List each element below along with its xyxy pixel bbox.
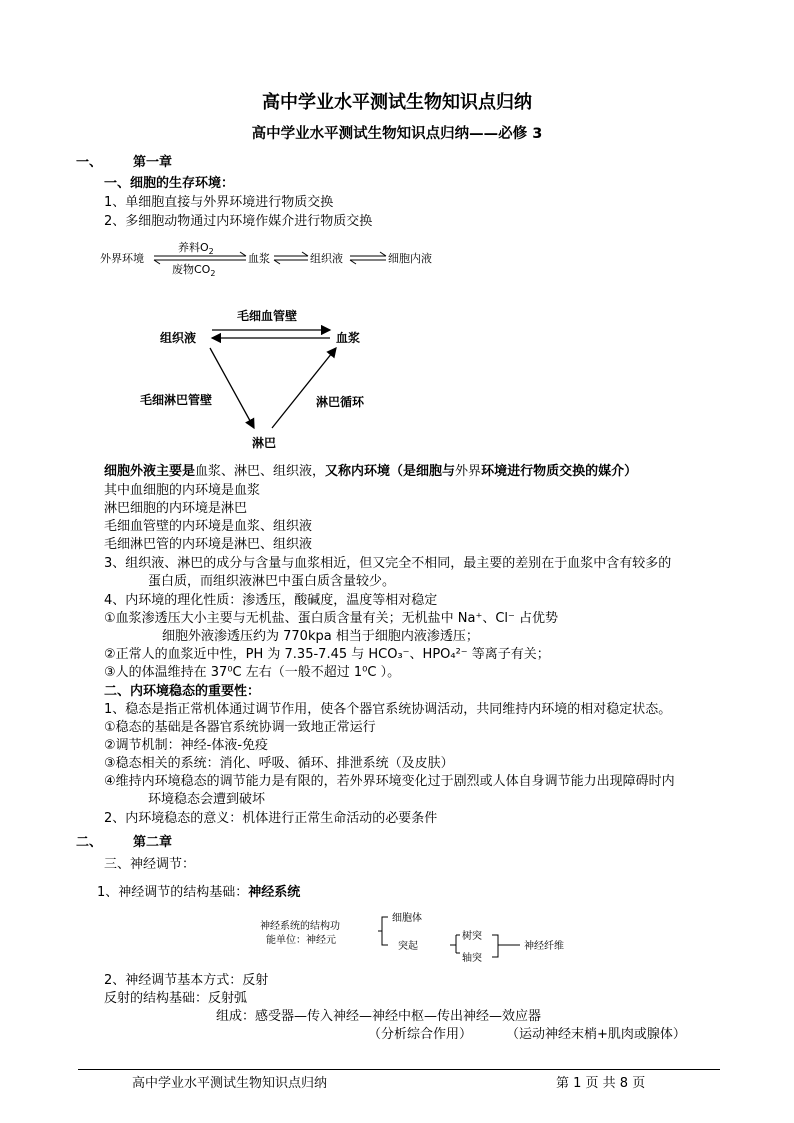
text-line: （分析综合作用） bbox=[368, 1027, 473, 1042]
dendrite-label: 树突 bbox=[462, 931, 482, 942]
section-1-heading: 一、细胞的生存环境： bbox=[104, 176, 235, 191]
text-line: ④维持内环境稳态的调节能力是有限的，若外界环境变化过于剧烈或人体自身调节能力出现障碍时内 bbox=[104, 774, 675, 789]
text-line: ①血浆渗透压大小主要与无机盐、蛋白质含量有关；无机盐中 Na⁺、Cl⁻ 占优势 bbox=[104, 611, 559, 626]
chapter-2-title: 第二章 bbox=[133, 835, 173, 850]
nutrient-label: 养料$O_2$ bbox=[178, 241, 214, 256]
text-line: 细胞外液渗透压约为 770kpa 相当于细胞内液渗透压； bbox=[162, 629, 479, 644]
text-line: 2、多细胞动物通过内环境作媒介进行物质交换 bbox=[104, 214, 373, 229]
section-2-heading: 二、内环境稳态的重要性： bbox=[104, 684, 261, 699]
text-line: 毛细血管壁的内环境是血浆、组织液 bbox=[104, 519, 313, 534]
fluid-triangle-diagram bbox=[130, 302, 390, 454]
neuron-label: 能单位：神经元 bbox=[266, 935, 336, 946]
nerve-fiber-label: 神经纤维 bbox=[524, 941, 564, 952]
tissue-fluid-label: 组织液 bbox=[310, 252, 343, 265]
text-line: 淋巴细胞的内环境是淋巴 bbox=[104, 501, 248, 516]
section-3-heading: 三、神经调节： bbox=[104, 857, 196, 872]
document-subtitle: 高中学业水平测试生物知识点归纳——必修 3 bbox=[251, 126, 543, 142]
chapter-1-number: 一、 bbox=[76, 155, 103, 170]
text-line: 毛细淋巴管的内环境是淋巴、组织液 bbox=[104, 537, 313, 552]
exchange-chain-diagram bbox=[96, 236, 456, 282]
text-line: 环境稳态会遭到破坏 bbox=[148, 792, 266, 807]
axon-label: 轴突 bbox=[462, 953, 482, 964]
neuron-structure-diagram bbox=[256, 905, 586, 965]
tissue-node: 组织液 bbox=[160, 331, 197, 345]
text-line: ②调节机制：神经-体液-免疫 bbox=[104, 738, 269, 753]
text-line: 1、单细胞直接与外界环境进行物质交换 bbox=[104, 195, 334, 210]
lymph-circulation-label: 淋巴循环 bbox=[316, 395, 365, 409]
waste-label: 废物$CO_2$ bbox=[172, 263, 216, 278]
cell-body-label: 细胞体 bbox=[392, 913, 422, 924]
text-line: 其中血细胞的内环境是血浆 bbox=[104, 483, 261, 498]
text-line: ③稳态相关的系统：消化、呼吸、循环、排泄系统（及皮肤） bbox=[104, 756, 454, 771]
text-line: 1、神经调节的结构基础：神经系统 bbox=[97, 885, 301, 900]
footer-title: 高中学业水平测试生物知识点归纳 bbox=[132, 1076, 328, 1091]
inner-env-definition: 细胞外液主要是血浆、淋巴、组织液，又称内环境（是细胞与外界环境进行物质交换的媒介） bbox=[104, 464, 638, 479]
plasma-node: 血浆 bbox=[336, 331, 361, 345]
text-line: 3、组织液、淋巴的成分与含量与血浆相近，但又完全不相同，最主要的差别在于血浆中含有较多的 bbox=[104, 556, 672, 571]
text-line: 4、内环境的理化性质：渗透压，酸碱度，温度等相对稳定 bbox=[104, 593, 438, 608]
footer-divider bbox=[78, 1069, 720, 1070]
text-line: 组成：感受器—传入神经—神经中枢—传出神经—效应器 bbox=[216, 1009, 542, 1024]
text-line: 反射的结构基础：反射弧 bbox=[104, 991, 248, 1006]
lymph-node: 淋巴 bbox=[252, 436, 277, 450]
page-number: 第 1 页 共 8 页 bbox=[556, 1076, 646, 1091]
neuron-unit-label: 神经系统的结构功 bbox=[260, 921, 340, 932]
document-title: 高中学业水平测试生物知识点归纳 bbox=[262, 92, 532, 113]
text-line: 2、神经调节基本方式：反射 bbox=[104, 973, 269, 988]
text-line: 2、内环境稳态的意义：机体进行正常生命活动的必要条件 bbox=[104, 811, 438, 826]
text-line: 1、稳态是指正常机体通过调节作用，使各个器官系统协调活动，共同维持内环境的相对稳定状态。 bbox=[104, 702, 672, 717]
plasma-label: 血浆 bbox=[248, 252, 270, 265]
process-label: 突起 bbox=[398, 941, 418, 952]
capillary-wall-label: 毛细血管壁 bbox=[237, 309, 298, 323]
chapter-2-number: 二、 bbox=[76, 835, 103, 850]
text-line: ③人的体温维持在 37⁰C 左右（一般不超过 1⁰C ）。 bbox=[104, 665, 401, 680]
intracellular-label: 细胞内液 bbox=[388, 252, 432, 265]
outside-env-label: 外界环境 bbox=[100, 252, 144, 265]
text-line: ②正常人的血浆近中性，PH 为 7.35-7.45 与 HCO₃⁻、HPO₄²⁻ 等离子有关； bbox=[104, 647, 550, 662]
text-line: 蛋白质，而组织液淋巴中蛋白质含量较少。 bbox=[148, 574, 396, 589]
lymph-wall-label: 毛细淋巴管壁 bbox=[140, 393, 213, 407]
chapter-1-title: 第一章 bbox=[133, 155, 173, 170]
text-line: ①稳态的基础是各器官系统协调一致地正常运行 bbox=[104, 720, 376, 735]
text-line: （运动神经末梢+肌肉或腺体） bbox=[506, 1027, 686, 1042]
